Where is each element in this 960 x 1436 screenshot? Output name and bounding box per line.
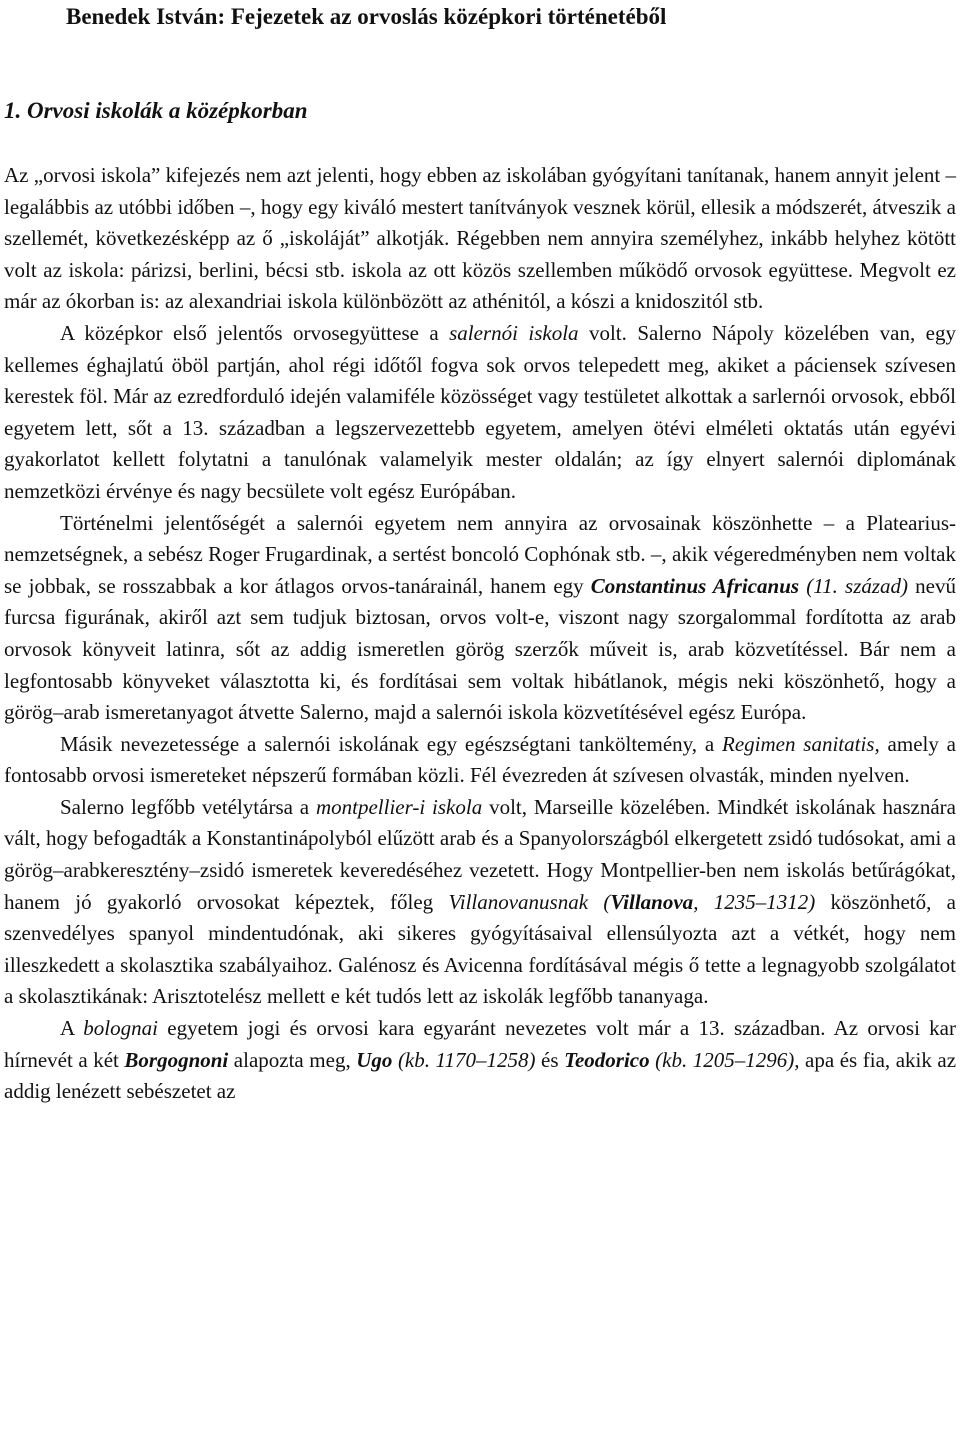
paragraph xyxy=(4,508,956,729)
text-run: alapozta meg, xyxy=(228,1047,357,1072)
text-run: nevű furcsa figurának, akiről azt sem tudjuk biztosan, orvos volt-e, viszont nagy szorgalommal fordította az arab orvosok könyveit latinra, sőt az addig ismeretlen görög szerzők műveit is, arab közvetítéssel. Bár nem a legfontosabb könyveket választotta ki, és fordításai sem voltak hibátlanok, mégis neki köszönhető, hogy a görög–arab ismeretanyagot átvette Salerno, majd a salernói iskola közvetítésével egész Európa. xyxy=(4,573,956,725)
section-heading: 1. Orvosi iskolák a középkorban xyxy=(4,98,308,123)
text-run: bolognai xyxy=(83,1016,158,1041)
text-run: köszönhető, a szenvedélyes spanyol mindentudónak, aki sikeres gyógyításaival ellensúlyozta azt a vétkét, hogy nem illeszkedett a skolasztika szabályaihoz. Galénosz és Avicenna fordításával mégis ő tette a legnagyobb szolgálatot a skolasztikának: Arisztotelész mellett e két tudós lett az iskolák legfőbb tananyaga. xyxy=(4,889,956,1009)
text-run: Az „orvosi iskola” kifejezés nem azt jelenti, hogy ebben az iskolában gyógyítani tanítanak, hanem annyit jelent – legalábbis az utóbbi időben –, hogy egy kiváló mestert tanítványok vesznek körül, ellesik a módszerét, átveszik a szellemét, következésképp az ő „iskoláját” alkotják. Régebben nem annyira személyhez, inkább helyhez kötött volt az iskola: párizsi, berlini, bécsi stb. iskola az ott közös szellemben működő orvosok együttese. Megvolt ez már az ókorban is: az alexandriai iskola különbözött az athénitól, a kószi a knidoszitól stb. xyxy=(4,163,956,314)
text-run: (11. század) xyxy=(799,573,909,598)
text-run: Másik nevezetessége a salernói iskolának egy egészségtani tanköltemény, a xyxy=(60,731,722,756)
text-run: Borgognoni xyxy=(124,1047,229,1072)
text-run: és xyxy=(535,1047,565,1072)
text-run: A középkor első jelentős orvosegyüttese a xyxy=(60,320,450,345)
text-run: Ugo xyxy=(356,1047,393,1072)
text-run: Teodorico xyxy=(564,1047,650,1072)
paragraph xyxy=(4,792,956,1013)
text-run: volt. Salerno Nápoly közelében van, egy kellemes éghajlatú öböl partján, ahol régi időtől fogva sok orvos telepedett meg, akiket a páciensek szívesen kerestek föl. Már az ezredforduló idején valamiféle közösséget vagy testületet alkottak a sarlernói orvosok, ebből egyetem lett, sőt a 13. században a legszervezettebb egyetem, amelyen ötévi elméleti oktatás után egyévi gyakorlatot kellett folytatni a tanulónak valamelyik mester oldalán; az így elnyert salernói diplomának nemzetközi érvénye és nagy becsülete volt egész Európában. xyxy=(4,320,956,503)
text-run: volt, Marseille közelében. Mindkét iskolának hasznára vált, hogy befogadták a Konstantinápolyból elűzött arab és a Spanyolországból elkergetett zsidó tudósokat, ami a görög–arabkeresztény–zsidó ismeretek keveredéséhez vezetett. Hogy Montpellier-ben nem iskolás betűrágókat, hanem jó gyakorló orvosokat képeztek, főleg xyxy=(4,794,956,914)
document-title: Benedek István: Fejezetek az orvoslás középkori történetéből xyxy=(66,4,667,29)
text-run: Salerno legfőbb vetélytársa a xyxy=(60,794,316,819)
text-run: Villanovanusnak ( xyxy=(448,889,611,914)
text-run: , 1235–1312) xyxy=(693,889,816,914)
text-run: apa és fia, akik az addig lenézett sebészetet az xyxy=(4,1047,957,1104)
text-run: Villanova xyxy=(610,889,694,914)
document-body xyxy=(4,160,956,1108)
text-run: amely a fontosabb orvosi ismereteket népszerű formában közli. Fél évezreden át szívesen olvasták, minden nyelven. xyxy=(4,731,956,788)
text-run: montpellier-i iskola xyxy=(315,794,483,819)
text-run: (kb. 1170–1258) xyxy=(392,1047,536,1072)
text-run: (kb. 1205–1296), xyxy=(649,1047,800,1072)
paragraph xyxy=(4,160,956,318)
text-run: Constantinus Africanus xyxy=(590,573,800,598)
paragraph xyxy=(4,1013,956,1108)
paragraph xyxy=(4,729,956,792)
text-run: A xyxy=(60,1016,84,1041)
text-run: salernói iskola xyxy=(449,320,579,345)
text-run: Történelmi jelentőségét a salernói egyetem nem annyira az orvosainak köszönhette – a Platearius-nemzetségnek, a sebész Roger Frugardinak, a sertést boncoló Cophónak stb. –, akik végeredményben nem voltak se jobbak, se rosszabbak a kor átlagos orvos-tanárainál, hanem egy xyxy=(4,510,956,598)
text-run: egyetem jogi és orvosi kara egyaránt nevezetes volt már a 13. században. Az orvosi kar hírnevét a két xyxy=(4,1016,956,1072)
text-run: Regimen sanitatis, xyxy=(722,731,880,756)
paragraph xyxy=(4,318,956,508)
